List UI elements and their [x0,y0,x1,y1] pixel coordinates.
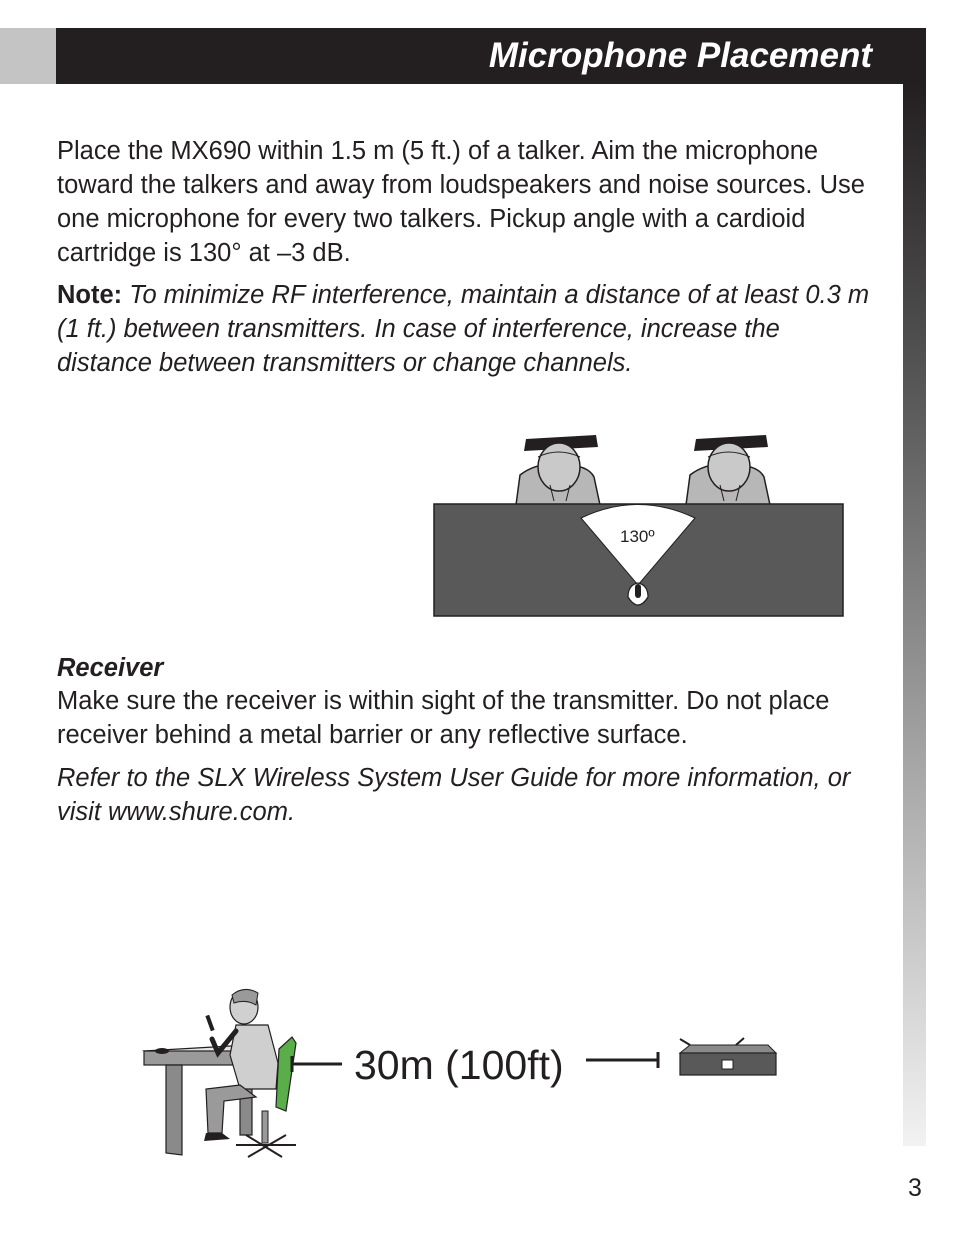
distance-line-right [586,1052,658,1068]
distance-label: 30m (100ft) [354,1042,564,1088]
note-paragraph [57,278,877,380]
note-text: To minimize RF interference, maintain a distance of at least 0.3 m (1 ft.) between transmitters. In case of interference, increase the distance between transmitters or change channels. [57,281,870,377]
pickup-pattern-illustration [430,425,850,625]
intro-paragraph: Place the MX690 within 1.5 m (5 ft.) of a talker. Aim the microphone toward the talkers and away from loudspeakers and noise sources. Use one microphone for every two talkers. Pickup angle with a cardioid cartridge is 130° at –3 dB. [57,137,865,267]
receiver-heading: Receiver [57,654,164,682]
microphone-icon [628,583,648,605]
page-number: 3 [908,1174,922,1202]
page-tab-marker [0,28,56,84]
talker-right-illustration [686,435,770,505]
side-gradient-bar [903,84,926,1146]
pickup-angle-label: 130º [620,527,655,546]
distance-line-left [292,1056,342,1072]
receiver-paragraph: Make sure the receiver is within sight of the transmitter. Do not place receiver behind a metal barrier or any reflective surface. [57,687,830,749]
receiver-illustration [680,1038,776,1075]
header-bar [56,28,926,84]
talker-left-illustration [516,435,600,505]
page-title: Microphone Placement [488,36,872,75]
reference-paragraph: Refer to the SLX Wireless System User Guide for more information, or visit www.shure.com. [57,764,851,826]
note-label: Note: [57,281,123,309]
